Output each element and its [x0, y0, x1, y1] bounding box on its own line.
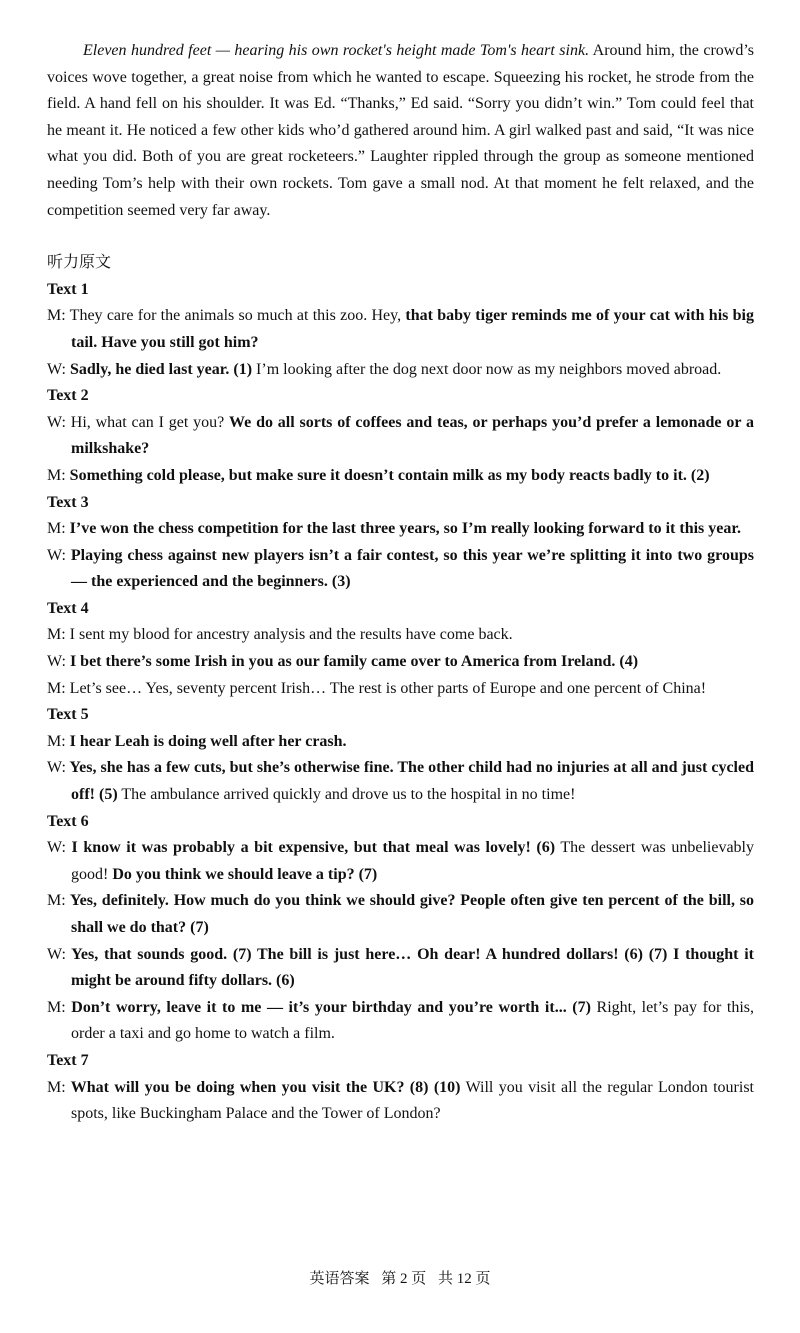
- dialogue-line: [47, 755, 754, 808]
- dialogue-line: [47, 303, 754, 356]
- page-footer: [0, 1269, 800, 1289]
- speaker-label: M:: [47, 998, 66, 1016]
- speaker-label: W:: [47, 653, 66, 671]
- text-label: Text 4: [47, 599, 89, 617]
- answer-key-text: What will you be doing when you visit the UK? (8) (10): [65, 1078, 461, 1096]
- dialogue-line: [47, 995, 754, 1048]
- dialogue-text: They care for the animals so much at this zoo. Hey,: [65, 307, 406, 325]
- answer-key-text: I bet there’s some Irish in you as our family came over to America from Ireland. (4): [65, 653, 639, 671]
- text-label: Text 5: [47, 706, 89, 724]
- answer-key-text: Yes, definitely. How much do you think we should give? People often give ten percent of the bill, so shall we do that? (7): [65, 892, 754, 936]
- dialogue-line: [47, 835, 754, 888]
- answer-key-text: Yes, that sounds good. (7) The bill is just here… Oh dear! A hundred dollars! (6) (7) I thought it might be around fifty dollars. (6): [65, 945, 754, 990]
- speaker-label: W:: [47, 945, 66, 963]
- dialogue-line: [47, 942, 754, 995]
- text-label: Text 1: [47, 280, 89, 298]
- speaker-label: M:: [47, 732, 66, 750]
- dialogue-line: [47, 543, 754, 596]
- footer-page-number: 第 2 页: [381, 1271, 427, 1287]
- dialogue-text: I sent my blood for ancestry analysis and the results have come back.: [65, 626, 513, 644]
- dialogue-text: The ambulance arrived quickly and drove us to the hospital in no time!: [117, 786, 576, 804]
- speaker-label: M:: [47, 679, 66, 697]
- dialogue-line: [47, 729, 754, 756]
- dialogue-text: The dessert was unbelievably good!: [71, 839, 755, 883]
- dialogue-text: Let’s see… Yes, seventy percent Irish… The rest is other parts of Europe and one percent of China!: [65, 679, 707, 697]
- footer-total-pages: 共 12 页: [438, 1271, 491, 1287]
- answer-key-text: Something cold please, but make sure it doesn’t contain milk as my body reacts badly to it. (2): [65, 466, 710, 484]
- dialogue-line: [47, 410, 754, 463]
- dialogue-text: I’m looking after the dog next door now as my neighbors moved abroad.: [252, 360, 722, 378]
- speaker-label: M:: [47, 1078, 66, 1096]
- answer-key-text: I’ve won the chess competition for the last three years, so I’m really looking forward to it this year.: [65, 520, 741, 538]
- answer-key-text: that baby tiger reminds me of your cat with his big tail. Have you still got him?: [71, 307, 754, 351]
- spacer: [47, 224, 754, 250]
- text-label: Text 3: [47, 493, 89, 511]
- dialogue-text: Hi, what can I get you?: [65, 413, 230, 431]
- answer-key-text: Don’t worry, leave it to me — it’s your birthday and you’re worth it... (7): [65, 998, 591, 1016]
- footer-subject: 英语答案: [309, 1271, 370, 1287]
- dialogue-line: [47, 516, 754, 543]
- text-label: Text 7: [47, 1051, 89, 1069]
- speaker-label: M:: [47, 466, 66, 484]
- dialogue-line: [47, 463, 754, 490]
- page-content: [47, 38, 754, 1128]
- dialogue-text: Will you visit all the regular London tourist spots, like Buckingham Palace and the Tower of London?: [71, 1078, 754, 1123]
- answer-key-text: Playing chess against new players isn’t a fair contest, so this year we’re splitting it into two groups — the experienced and the beginners. (3): [65, 546, 754, 591]
- speaker-label: W:: [47, 546, 66, 564]
- answer-key-text: Sadly, he died last year. (1): [65, 360, 253, 378]
- speaker-label: W:: [47, 413, 66, 431]
- answer-key-text: Do you think we should leave a tip? (7): [112, 865, 378, 883]
- speaker-label: M:: [47, 892, 66, 910]
- speaker-label: W:: [47, 839, 66, 857]
- dialogue-line: [47, 622, 754, 649]
- text-label: Text 2: [47, 387, 89, 405]
- speaker-label: W:: [47, 759, 66, 777]
- speaker-label: W:: [47, 360, 66, 378]
- answer-key-text: I know it was probably a bit expensive, but that meal was lovely! (6): [65, 839, 556, 857]
- story-paragraph: [47, 38, 754, 224]
- answer-key-text: Yes, she has a few cuts, but she’s otherwise fine. The other child had no injuries at all and just cycled off! (5): [65, 759, 754, 804]
- speaker-label: M:: [47, 307, 66, 325]
- text-label: Text 6: [47, 812, 89, 830]
- story-text: Around him, the crowd’s voices wove together, a great noise from which he wanted to escape. Squeezing his rocket, he strode from the field. A hand fell on his shoulder. It was Ed. “Thanks,” Ed said. “Sorry you didn’t win.” Tom could feel that he meant it. He noticed a few other kids who’d gathered around him. A girl walked past and said, “It was nice what you did. Both of you are great rocketeers.” Laughter rippled through the group as someone mentioned needing Tom’s help with their own rockets. Tom gave a small nod. At that moment he felt relaxed, and the competition seemed very far away.: [47, 42, 754, 219]
- dialogue-line: [47, 676, 754, 703]
- story-italic-lead: Eleven hundred feet — hearing his own rocket's height made Tom's heart sink.: [83, 42, 590, 59]
- speaker-label: M:: [47, 520, 66, 538]
- answer-key-text: We do all sorts of coffees and teas, or perhaps you’d prefer a lemonade or a milkshake?: [71, 413, 755, 458]
- speaker-label: M:: [47, 626, 66, 644]
- listening-transcripts: [47, 277, 754, 1128]
- answer-key-text: I hear Leah is doing well after her crash.: [65, 732, 347, 750]
- dialogue-line: [47, 357, 754, 384]
- dialogue-line: [47, 888, 754, 941]
- dialogue-text: Right, let’s pay for this, order a taxi and go home to watch a film.: [71, 998, 754, 1043]
- dialogue-line: [47, 1075, 754, 1128]
- dialogue-line: [47, 649, 754, 676]
- section-title: 听力原文: [47, 254, 112, 272]
